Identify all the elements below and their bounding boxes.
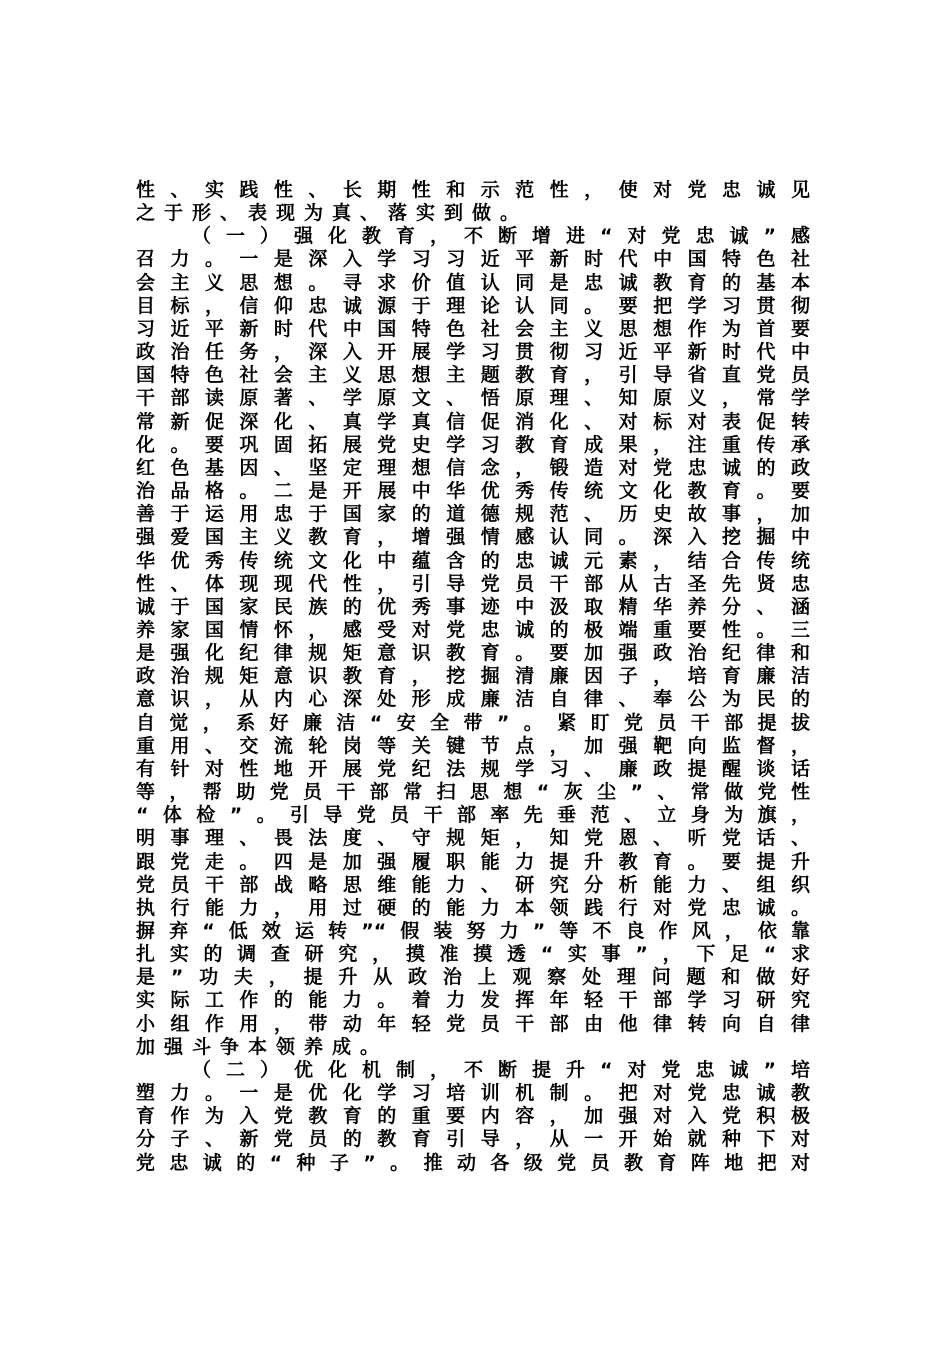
- text-line: 召力。一是深入学习习近平新时代中国特色社: [136, 248, 810, 271]
- text-line: 实际工作的能力。着力发挥年轻干部学习研究: [136, 989, 810, 1012]
- text-line: 跟党走。四是加强履职能力提升教育。要提升: [136, 850, 810, 873]
- text-line: 治品格。二是开展中华优秀传统文化教育。要: [136, 480, 810, 503]
- text-line: 塑力。一是优化学习培训机制。把对党忠诚教: [136, 1082, 810, 1105]
- text-line: 干部读原著、学原文、悟原理、知原义，常学: [136, 387, 810, 410]
- text-line: 党员干部战略思维能力、研究分析能力、组织: [136, 873, 810, 896]
- text-line: 政治任务，深入开展学习贯彻习近平新时代中: [136, 341, 810, 364]
- text-line: 等，帮助党员干部常扫思想“灰尘”、常做党性: [136, 781, 810, 804]
- text-line: 政治规矩意识教育，挖掘清廉因子，培育廉洁: [136, 665, 810, 688]
- text-line: 小组作用，带动年轻党员干部由他律转向自律: [136, 1012, 810, 1035]
- text-line: 常新促深化、真学真信促消化、对标对表促转: [136, 410, 810, 433]
- text-line: 国特色社会主义思想主题教育，引导省直党员: [136, 364, 810, 387]
- text-line: 加强斗争本领养成。: [136, 1035, 389, 1058]
- text-line: 化。要巩固拓展党史学习教育成果，注重传承: [136, 433, 810, 456]
- text-line: 之于形、表现为真、落实到做。: [136, 202, 529, 225]
- text-line: 重用、交流轮岗等关键节点，加强靶向监督，: [136, 734, 810, 757]
- text-line: 明事理、畏法度、守规矩，知党恩、听党话、: [136, 827, 810, 850]
- text-line: 会主义思想。寻求价值认同是忠诚教育的基本: [136, 271, 810, 294]
- text-line: 摒弃“低效运转”“假装努力”等不良作风，依靠: [136, 920, 810, 942]
- text-line: 意识，从内心深处形成廉洁自律、奉公为民的: [136, 688, 810, 711]
- text-line: 善于运用忠于国家的道德规范、历史故事，加: [136, 503, 810, 526]
- text-line: 习近平新时代中国特色社会主义思想作为首要: [136, 317, 810, 340]
- text-line: （二）优化机制，不断提升“对党忠诚”培: [192, 1058, 810, 1081]
- text-line: 党忠诚的“种子”。推动各级党员教育阵地把对: [136, 1151, 810, 1174]
- text-line: 执行能力，用过硬的能力本领践行对党忠诚。: [136, 896, 810, 919]
- text-line: 养家国情怀，感受对党忠诚的极端重要性。三: [136, 618, 810, 641]
- text-line: 扎实的调查研究，摸准摸透“实事”，下足“求: [136, 943, 810, 966]
- text-line: 红色基因、坚定理想信念，锻造对党忠诚的政: [136, 456, 810, 479]
- text-line: 强爱国主义教育，增强情感认同。深入挖掘中: [136, 526, 810, 549]
- text-line: 性、实践性、长期性和示范性，使对党忠诚见: [136, 179, 810, 201]
- text-line: （一）强化教育，不断增进“对党忠诚”感: [192, 225, 810, 248]
- text-line: 分子、新党员的教育引导，从一开始就种下对: [136, 1128, 810, 1151]
- text-line: 是”功夫，提升从政治上观察处理问题和做好: [136, 966, 810, 989]
- text-line: 性、体现现代性，引导党员干部从古圣先贤忠: [136, 572, 810, 595]
- text-line: 是强化纪律规矩意识教育。要加强政治纪律和: [136, 642, 810, 665]
- text-line: 目标，信仰忠诚源于理论认同。要把学习贯彻: [136, 294, 810, 317]
- text-line: 育作为入党教育的重要内容，加强对入党积极: [136, 1105, 810, 1128]
- text-line: 有针对性地开展党纪法规学习、廉政提醒谈话: [136, 757, 810, 780]
- text-line: 自觉，系好廉洁“安全带”。紧盯党员干部提拔: [136, 711, 810, 734]
- document-page: [136, 179, 810, 1175]
- text-line: 诚于国家民族的优秀事迹中汲取精华养分、涵: [136, 595, 810, 618]
- text-line: “体检”。引导党员干部率先垂范、立身为旗，: [136, 804, 810, 827]
- text-line: 华优秀传统文化中蕴含的忠诚元素，结合传统: [136, 549, 810, 572]
